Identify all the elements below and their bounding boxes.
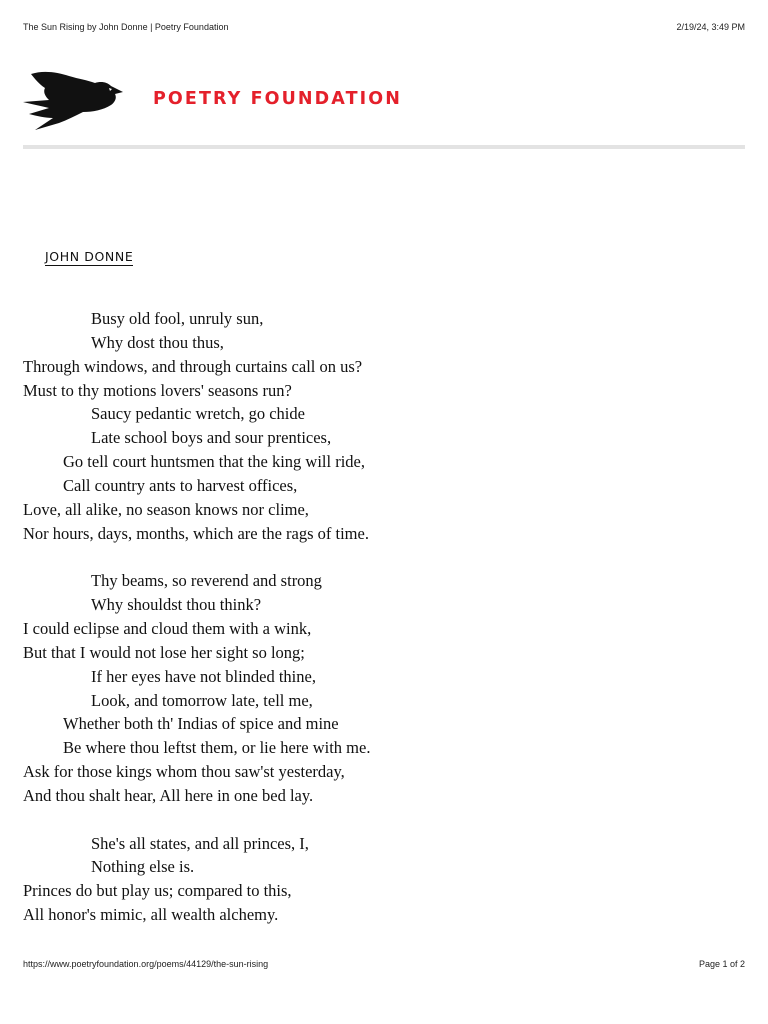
header-divider (23, 145, 745, 149)
poem-line: But that I would not lose her sight so long; (23, 642, 305, 662)
poem-line: Go tell court huntsmen that the king will ride, (63, 452, 365, 472)
poem-line: I could eclipse and cloud them with a wink, (23, 618, 312, 638)
poem-line: Saucy pedantic wretch, go chide (91, 404, 305, 424)
print-header-date: 2/19/24, 3:49 PM (676, 22, 745, 32)
poem-line: Nor hours, days, months, which are the rags of time. (23, 523, 369, 543)
author-link[interactable]: JOHN DONNE (45, 249, 134, 264)
poem-line: Why shouldst thou think? (91, 595, 262, 615)
poem-line: Whether both th' Indias of spice and mine (63, 714, 339, 734)
poem-line: Call country ants to harvest offices, (63, 475, 298, 495)
poem-line: Late school boys and sour prentices, (91, 428, 332, 448)
poem-line: Thy beams, so reverend and strong (91, 571, 322, 591)
brand-name[interactable]: POETRY FOUNDATION (153, 89, 402, 109)
poem-line: Ask for those kings whom thou saw'st yesterday, (23, 762, 345, 782)
poem-line: She's all states, and all princes, I, (91, 833, 309, 853)
poem-line: Why dost thou thus, (91, 332, 224, 352)
print-footer (23, 959, 745, 973)
site-header (23, 60, 745, 140)
print-footer-page-number: Page 1 of 2 (698, 959, 745, 969)
poem-line: Busy old fool, unruly sun, (91, 309, 264, 328)
poem-line: Must to thy motions lovers' seasons run? (23, 380, 292, 400)
poem-body (23, 307, 743, 927)
poem-line: Look, and tomorrow late, tell me, (91, 690, 313, 710)
poem-line: Nothing else is. (91, 857, 195, 877)
print-footer-url: https://www.poetryfoundation.org/poems/44129/the-sun-rising (23, 959, 269, 969)
poem-line: Through windows, and through curtains call on us? (23, 356, 363, 376)
poem-line: And thou shalt hear, All here in one bed lay. (23, 785, 314, 805)
poem-line: All honor's mimic, all wealth alchemy. (23, 905, 279, 925)
poem-line: Be where thou leftst them, or lie here with me. (63, 738, 371, 758)
stanza-break (23, 808, 743, 832)
stanza-break (23, 545, 743, 569)
bird-logo-icon[interactable] (23, 68, 125, 130)
poem-line: If her eyes have not blinded thine, (91, 666, 316, 686)
poem-line: Princes do but play us; compared to this, (23, 881, 292, 901)
poem-line: Love, all alike, no season knows nor clime, (23, 499, 309, 519)
print-header (23, 22, 745, 36)
print-header-title: The Sun Rising by John Donne | Poetry Foundation (23, 22, 229, 32)
